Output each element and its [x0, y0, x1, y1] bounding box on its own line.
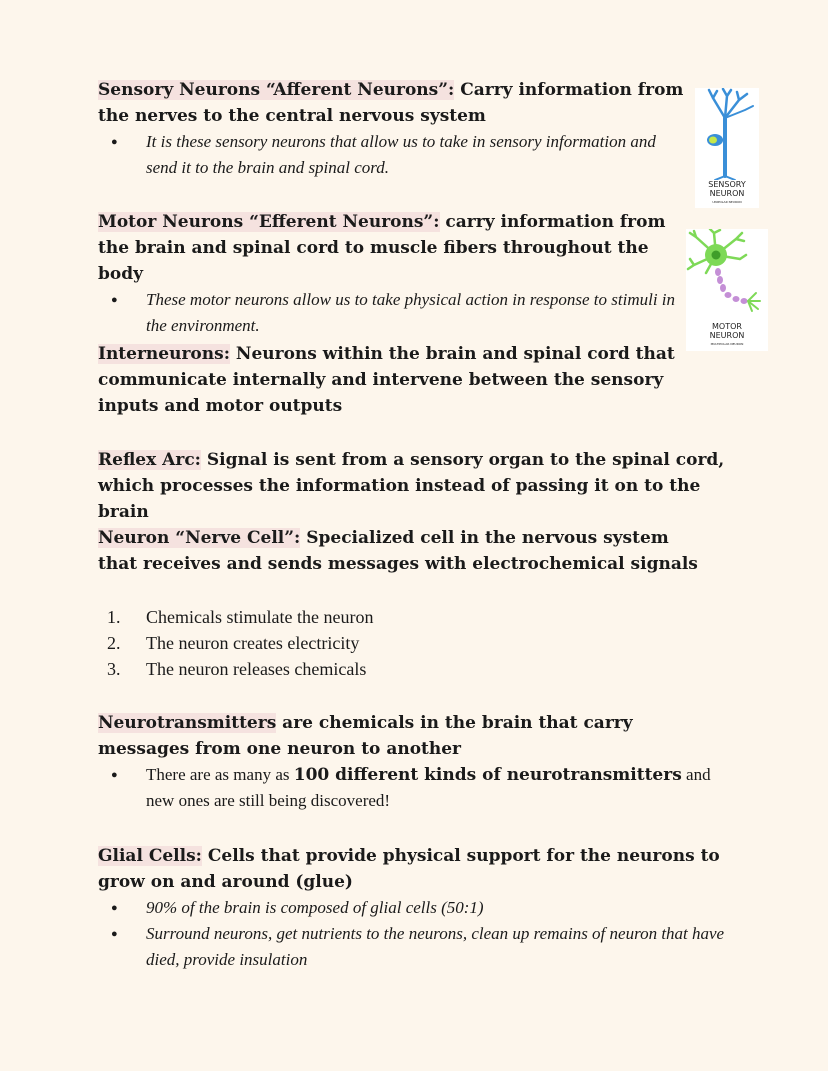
section-glial-cells — [98, 843, 738, 973]
sensory-bullet: ● It is these sensory neurons that allow us to take in sensory information and send it to the brain and spinal cord. — [98, 129, 688, 181]
glial-definition: Cells that provide physical support for the neurons to grow on and around (glue) — [98, 846, 720, 892]
section-neurotransmitters — [98, 710, 718, 814]
glial-bullets — [98, 895, 738, 973]
neuron-step: 1. Chemicals stimulate the neuron — [107, 607, 374, 627]
motor-figure-label: MOTOR NEURON — [709, 322, 745, 340]
section-neuron — [98, 525, 698, 577]
section-sensory-neurons — [98, 77, 688, 181]
section-reflex-arc — [98, 447, 738, 525]
neuron-definition: Specialized cell in the nervous system that receives and sends messages with electrochemical signals — [98, 528, 698, 574]
motor-bullets — [98, 287, 688, 339]
sensory-figure-label: SENSORY NEURON — [708, 180, 746, 198]
neuron-step: 3. The neuron releases chemicals — [107, 659, 367, 679]
neurotransmitters-heading — [98, 710, 718, 762]
interneurons-definition: Neurons within the brain and spinal cord that communicate internally and intervene between the sensory inputs and motor outputs — [98, 344, 675, 416]
sensory-bullets — [98, 129, 688, 181]
motor-figure-sublabel: MULTIPOLAR NEURON — [710, 342, 744, 346]
neurotransmitters-bullets — [98, 762, 718, 814]
motor-definition: carry information from the brain and spinal cord to muscle fibers throughout the body — [98, 212, 666, 284]
glial-bullet: ● 90% of the brain is composed of glial cells (50:1) — [98, 895, 738, 921]
sensory-neuron-figure — [695, 88, 759, 208]
motor-bullet: ● These motor neurons allow us to take physical action in response to stimuli in the environment. — [98, 287, 688, 339]
interneurons-heading — [98, 341, 728, 419]
sensory-neuron-illustration — [695, 88, 759, 180]
neuron-heading — [98, 525, 698, 577]
glial-heading — [98, 843, 738, 895]
section-motor-neurons — [98, 209, 688, 339]
sensory-definition: Carry information from the nerves to the central nervous system — [98, 80, 684, 126]
reflex-heading — [98, 447, 738, 525]
section-interneurons — [98, 341, 728, 419]
sensory-term: Sensory Neurons “Afferent Neurons”: — [98, 80, 455, 100]
reflex-definition: Signal is sent from a sensory organ to the spinal cord, which processes the information instead of passing it on to the brain — [98, 450, 725, 522]
sensory-heading — [98, 77, 688, 129]
sensory-figure-sublabel: UNIPOLAR NEURON — [712, 200, 742, 204]
neurotransmitters-definition: are chemicals in the brain that carry messages from one neuron to another — [98, 713, 633, 759]
neurotransmitters-bullet: ● There are as many as 100 different kinds of neurotransmitters and new ones are still being discovered! — [98, 762, 718, 814]
motor-neuron-illustration — [686, 229, 768, 323]
motor-term: Motor Neurons “Efferent Neurons”: — [98, 212, 440, 232]
interneurons-term: Interneurons: — [98, 344, 230, 364]
neuron-steps-list — [98, 604, 698, 682]
reflex-term: Reflex Arc: — [98, 450, 201, 470]
neurotransmitters-term: Neurotransmitters — [98, 713, 277, 733]
neuron-step: 2. The neuron creates electricity — [107, 633, 360, 653]
motor-heading — [98, 209, 688, 287]
glial-term: Glial Cells: — [98, 846, 202, 866]
glial-bullet: ● Surround neurons, get nutrients to the neurons, clean up remains of neuron that have died, provide insulation — [98, 921, 738, 973]
neuron-term: Neuron “Nerve Cell”: — [98, 528, 301, 548]
motor-neuron-figure — [686, 229, 768, 351]
